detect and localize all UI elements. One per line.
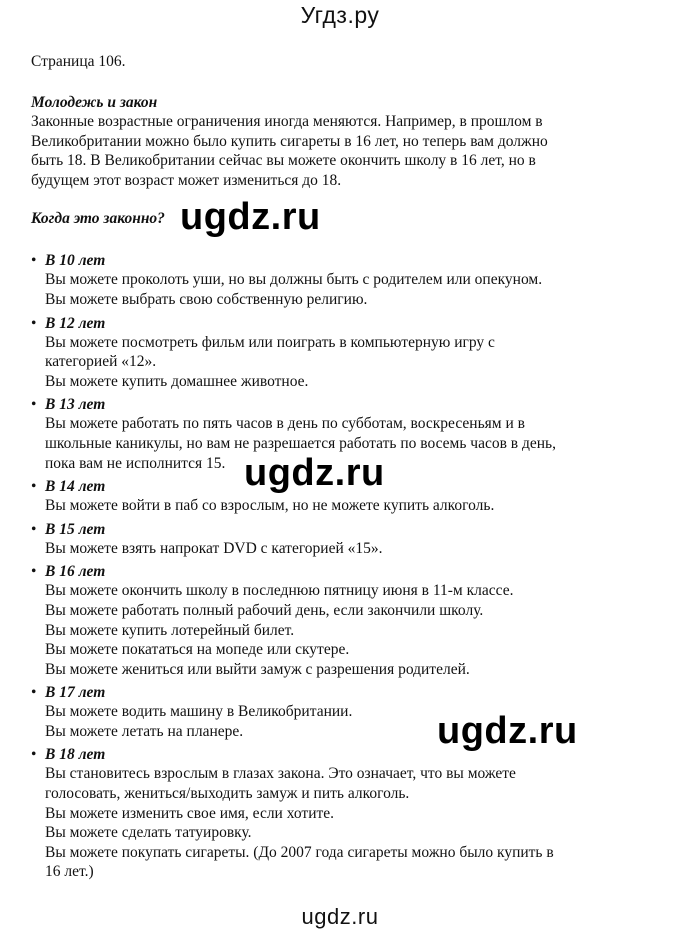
- age-line: Вы можете взять напрокат DVD с категорией «15».: [45, 539, 383, 557]
- age-item: [31, 314, 651, 392]
- age-line: Вы можете покататься на мопеде или скутере.: [45, 641, 350, 659]
- bullet-icon: •: [31, 396, 37, 414]
- age-title: В 18 лет: [45, 746, 106, 764]
- page-label: Страница 106.: [31, 53, 126, 70]
- age-title: В 13 лет: [45, 396, 106, 414]
- age-list: [31, 251, 651, 882]
- age-line: Вы можете работать по пять часов в день по субботам, воскресеньям и в: [45, 415, 525, 433]
- paragraph-line: будущем этот возраст может измениться до 18.: [31, 171, 342, 189]
- age-item: [31, 520, 651, 559]
- age-item: [31, 562, 651, 679]
- age-line: категорией «12».: [45, 353, 157, 371]
- paragraph-line: Великобритании можно было купить сигареты в 16 лет, но теперь вам должно: [31, 132, 548, 150]
- site-title: Угдз.ру: [300, 2, 380, 28]
- age-line: голосовать, жениться/выходить замуж и пить алкоголь.: [45, 785, 410, 803]
- age-line: 16 лет.): [45, 863, 94, 881]
- age-line: Вы можете войти в паб со взрослым, но не можете купить алкоголь.: [45, 497, 495, 515]
- paragraph-line: Законные возрастные ограничения иногда меняются. Например, в прошлом в: [31, 113, 543, 130]
- age-line: Вы можете купить лотерейный билет.: [45, 621, 295, 639]
- age-line: Вы можете купить домашнее животное.: [45, 372, 309, 390]
- footer-watermark: ugdz.ru: [301, 904, 379, 929]
- section-paragraph: [31, 112, 651, 190]
- bullet-icon: •: [31, 563, 37, 581]
- paragraph-line: быть 18. В Великобритании сейчас вы можете окончить школу в 16 лет, но в: [31, 152, 536, 170]
- age-title: В 15 лет: [45, 520, 106, 538]
- age-line: Вы можете выбрать свою собственную религию.: [45, 290, 368, 308]
- age-title: В 12 лет: [45, 314, 106, 332]
- question-heading: Когда это законно?: [31, 210, 165, 228]
- age-line: Вы можете окончить школу в последнюю пятницу июня в 11-м классе.: [45, 582, 514, 600]
- watermark: ugdz.ru: [244, 452, 385, 494]
- bullet-icon: •: [31, 520, 37, 538]
- bullet-icon: •: [31, 478, 37, 496]
- age-line: Вы становитесь взрослым в глазах закона. Это означает, что вы можете: [45, 765, 516, 783]
- age-title: В 17 лет: [45, 684, 106, 702]
- age-line: Вы можете жениться или выйти замуж с разрешения родителей.: [45, 660, 470, 678]
- age-item: [31, 251, 651, 309]
- watermark: ugdz.ru: [180, 196, 321, 238]
- age-title: В 10 лет: [45, 252, 106, 270]
- age-title: В 14 лет: [45, 478, 106, 496]
- age-line: Вы можете сделать татуировку.: [45, 824, 252, 842]
- age-line: Вы можете покупать сигареты. (До 2007 года сигареты можно было купить в: [45, 843, 554, 861]
- age-line: Вы можете летать на планере.: [45, 722, 244, 740]
- section-heading: Молодежь и закон: [31, 94, 158, 111]
- age-item: [31, 745, 651, 882]
- age-line: школьные каникулы, но вам не разрешается работать по восемь часов в день,: [45, 434, 556, 452]
- age-line: Вы можете посмотреть фильм или поиграть в компьютерную игру с: [45, 333, 495, 351]
- bullet-icon: •: [31, 252, 37, 270]
- bullet-icon: •: [31, 314, 37, 332]
- age-line: Вы можете водить машину в Великобритании.: [45, 703, 353, 721]
- age-line: Вы можете изменить свое имя, если хотите.: [45, 804, 335, 822]
- age-line: пока вам не исполнится 15.: [45, 454, 226, 472]
- bullet-icon: •: [31, 684, 37, 702]
- bullet-icon: •: [31, 746, 37, 764]
- age-line: Вы можете проколоть уши, но вы должны быть с родителем или опекуном.: [45, 271, 543, 289]
- age-line: Вы можете работать полный рабочий день, если закончили школу.: [45, 601, 484, 619]
- age-title: В 16 лет: [45, 563, 106, 581]
- watermark: ugdz.ru: [437, 710, 578, 752]
